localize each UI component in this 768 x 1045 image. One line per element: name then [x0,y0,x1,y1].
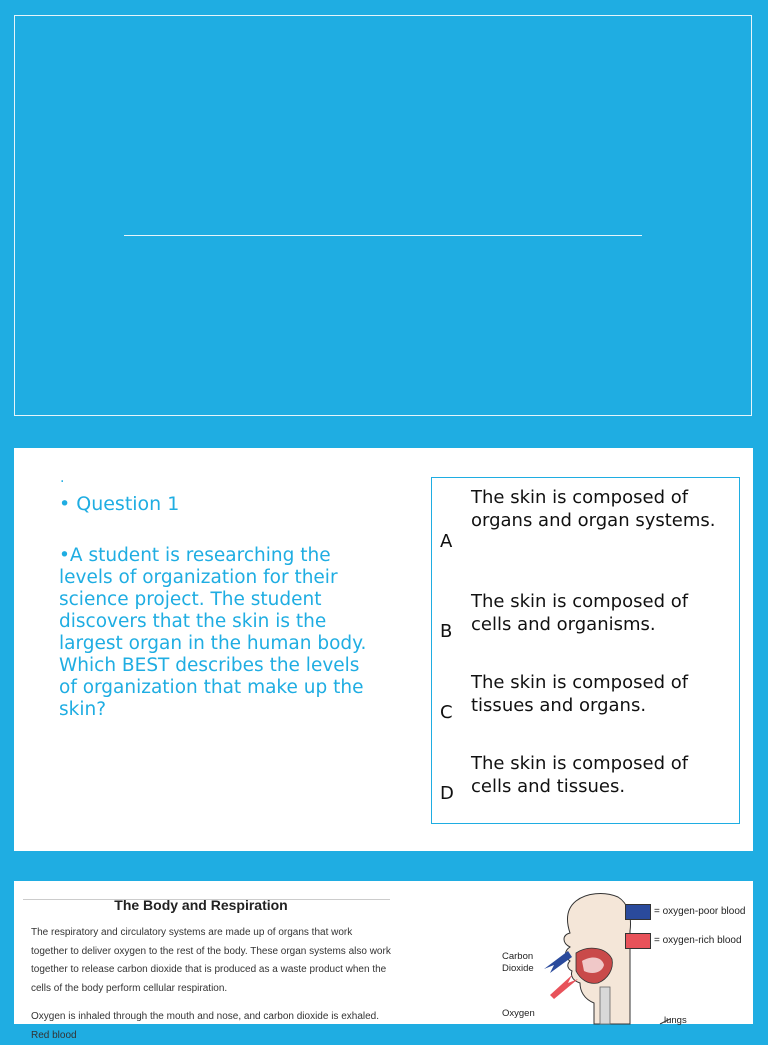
question-title: • Question 1 [59,493,180,515]
legend-swatch-oxygen-poor [625,904,651,920]
answer-text: The skin is composed of organs and organ systems. [471,487,716,532]
answer-letter: A [440,531,453,552]
respiration-figure [484,891,753,1024]
title-divider [124,235,642,236]
lungs-label: lungs [664,1015,687,1026]
reading-slide [14,881,753,1041]
legend-label: = oxygen-poor blood [654,906,746,917]
answer-option-d[interactable] [432,748,739,820]
answer-text: The skin is composed of cells and organisms. [471,591,689,636]
answer-letter: B [440,621,453,642]
legend-label: = oxygen-rich blood [654,935,742,946]
question-slide [14,448,753,851]
answer-option-c[interactable] [432,667,739,739]
reading-paragraph: The respiratory and circulatory systems are made up of organs that work together to deliver oxygen to the rest of the body. These organ systems also work together to release carbon dioxide that is produced as a waste product when the cells of the body perform cellular respiration. [31,927,391,994]
question-body: •A student is researching the levels of organization for their science project. The student discovers that the skin is the largest organ in the human body. Which BEST describes the levels of organization that make up the skin? [59,545,367,720]
answer-option-b[interactable] [432,586,739,658]
title-slide [14,15,752,416]
oxygen-label: Oxygen [502,1008,535,1019]
reading-title: The Body and Respiration [114,897,288,913]
answer-text: The skin is composed of tissues and organs. [471,672,689,717]
answer-choices [431,477,740,824]
reading-paragraph: Oxygen is inhaled through the mouth and nose, and carbon dioxide is exhaled. Red blood [31,1011,380,1041]
answer-letter: C [440,702,453,723]
carbon-dioxide-label: Carbon Dioxide [502,951,534,974]
answer-option-a[interactable] [432,482,739,578]
legend-swatch-oxygen-rich [625,933,651,949]
stray-dot: . [60,470,65,486]
answer-text: The skin is composed of cells and tissues. [471,753,689,798]
answer-letter: D [440,783,454,804]
